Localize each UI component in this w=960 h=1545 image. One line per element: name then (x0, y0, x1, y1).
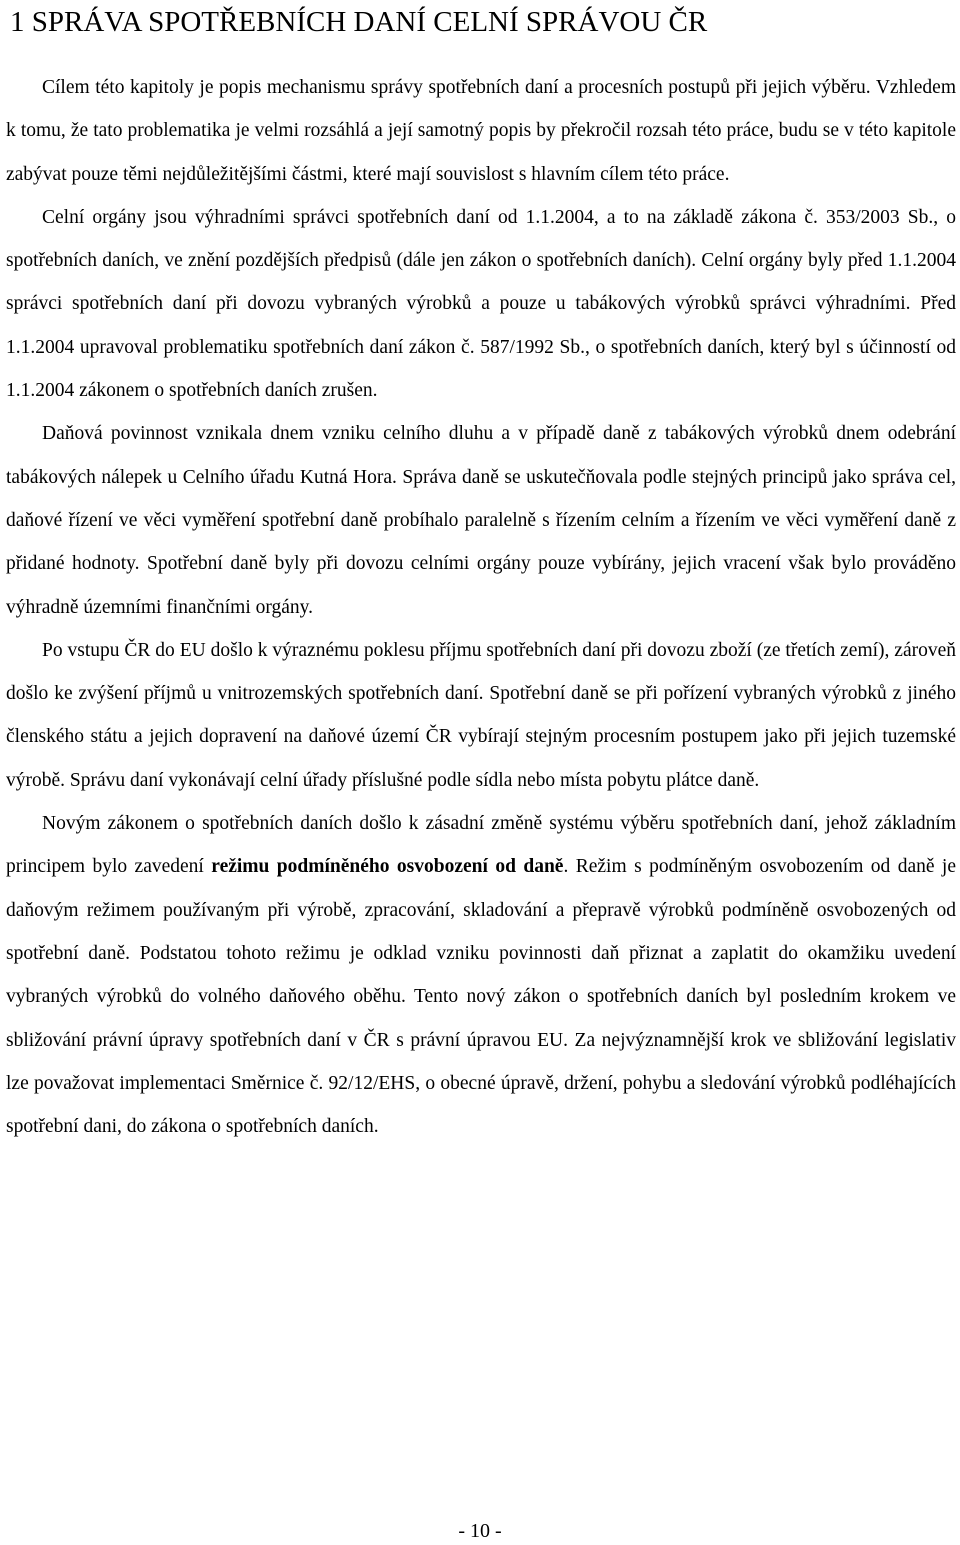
bold-term-suspension-regime: režimu podmíněného osvobození od daně (211, 856, 564, 878)
paragraph-intro: Cílem této kapitoly je popis mechanismu správy spotřebních daní a procesních postupů při jejich výběru. Vzhledem k tomu, že tato problematika je velmi rozsáhlá a její samotný popis by překročil rozsah této práce, budu se v této kapitole zabývat pouze těmi nejdůležitějšími částmi, které mají souvislost s hlavním cílem této práce. (6, 77, 956, 185)
chapter-body (6, 66, 956, 1148)
page-number: - 10 - (458, 1520, 502, 1542)
paragraph-new-act-start: Novým zákonem o spotřebních daních došlo k zásadní změně systému výběru spotřebních daní, jehož základním principem bylo zavedení (6, 813, 956, 878)
paragraph-tax-liability: Daňová povinnost vznikala dnem vzniku celního dluhu a v případě daně z tabákových výrobků dnem odebrání tabákových nálepek u Celního úřadu Kutná Hora. Správa daně se uskutečňovala podle stejných principů jako správa cel, daňové řízení ve věci vyměření spotřební daně probíhalo paralelně s řízením celním a řízením ve věci vyměření daně z přidané hodnoty. Spotřební daně byly při dovozu celními orgány pouze vybírány, jejich vracení však bylo prováděno výhradně územními finančními orgány. (6, 423, 956, 618)
paragraph-customs-authorities: Celní orgány jsou výhradními správci spotřebních daní od 1.1.2004, a to na základě zákona č. 353/2003 Sb., o spotřebních daních, ve znění pozdějších předpisů (dále jen zákon o spotřebních daních). Celní orgány byly před 1.1.2004 správci spotřebních daní při dovozu vybraných výrobků a pouze u tabákových výrobků správci výhradními. Před 1.1.2004 upravoval problematiku spotřebních daní zákon č. 587/1992 Sb., o spotřebních daních, který byl s účinností od 1.1.2004 zákonem o spotřebních daních zrušen. (6, 206, 956, 402)
chapter-heading: 1 SPRÁVA SPOTŘEBNÍCH DANÍ CELNÍ SPRÁVOU ČR (10, 6, 708, 38)
paragraph-eu-accession: Po vstupu ČR do EU došlo k výraznému poklesu příjmu spotřebních daní při dovozu zboží (ze třetích zemí), zároveň došlo ke zvýšení příjmů u vnitrozemských spotřebních daní. Spotřební daně se při pořízení vybraných výrobků z jiného členského státu a jejich dopravení na daňové území ČR vybírají stejným procesním postupem jako při jejich tuzemské výrobě. Správu daní vykonávají celní úřady příslušné podle sídla nebo místa pobytu plátce daně. (6, 639, 956, 791)
paragraph-new-act-end: . Režim s podmíněným osvobozením od daně je daňovým režimem používaným při výrobě, zpracování, skladování a přepravě výrobků podmíněně osvobozených od spotřební daně. Podstatou tohoto režimu je odklad vzniku povinnosti daň přiznat a zaplatit do okamžiku uvedení vybraných výrobků do volného daňového oběhu. Tento nový zákon o spotřebních daních byl posledním krokem ve sbližování právní úpravy spotřebních daní v ČR s právní úpravou EU. Za nejvýznamnější krok ve sbližování legislativ lze považovat implementaci Směrnice č. 92/12/EHS, o obecné úpravě, držení, pohybu a sledování výrobků podléhajících spotřební dani, do zákona o spotřebních daních. (6, 856, 957, 1138)
paragraph-new-act (6, 802, 956, 1148)
